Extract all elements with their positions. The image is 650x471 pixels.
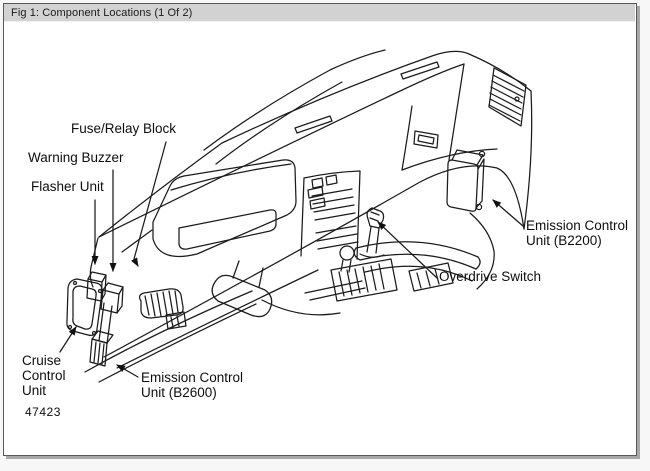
callout-flasher-unit: Flasher Unit xyxy=(31,179,104,194)
callout-ecu-b2200 xyxy=(526,218,628,248)
callout-fuse-relay-block: Fuse/Relay Block xyxy=(71,121,177,136)
callout-line: Emission Control xyxy=(526,218,629,233)
callout-line: Unit (B2600) xyxy=(141,385,217,400)
callout-line: Unit (B2200) xyxy=(526,233,602,248)
figure-number: 47423 xyxy=(25,405,61,419)
center-stack-vents xyxy=(301,171,360,259)
glove-box-latch xyxy=(414,131,438,148)
steering-column xyxy=(212,261,272,317)
instrument-cluster-hood xyxy=(153,160,296,257)
cruise-control-unit-drawing xyxy=(67,279,102,335)
overdrive-switch-leader-line xyxy=(378,222,437,278)
overdrive-switch-lever xyxy=(360,208,384,257)
side-vent-grille xyxy=(489,68,526,126)
fuse-relay-block-drawing xyxy=(140,289,186,329)
leader-lines xyxy=(60,142,523,377)
cruise-control-unit-leader-line xyxy=(60,327,76,352)
callout-line: Emission Control xyxy=(141,370,244,385)
callout-cruise-control-unit xyxy=(22,353,66,398)
defroster-vents xyxy=(295,62,439,133)
windshield-lines xyxy=(99,50,385,237)
window-title-bar xyxy=(4,4,635,22)
callout-line: Cruise xyxy=(22,353,62,368)
ecu-b2600-drawing xyxy=(90,331,113,366)
dash-switches xyxy=(308,187,325,209)
callout-overdrive-switch: Overdrive Switch xyxy=(439,269,542,284)
kick-panel-structure xyxy=(85,291,256,382)
callout-warning-buzzer: Warning Buzzer xyxy=(28,150,124,165)
window-title: Fig 1: Component Locations (1 Of 2) xyxy=(11,6,193,19)
callout-line: Control xyxy=(22,368,66,383)
console-plates xyxy=(262,263,453,315)
callout-ecu-b2600 xyxy=(141,370,243,400)
callout-line: Unit xyxy=(22,383,47,398)
